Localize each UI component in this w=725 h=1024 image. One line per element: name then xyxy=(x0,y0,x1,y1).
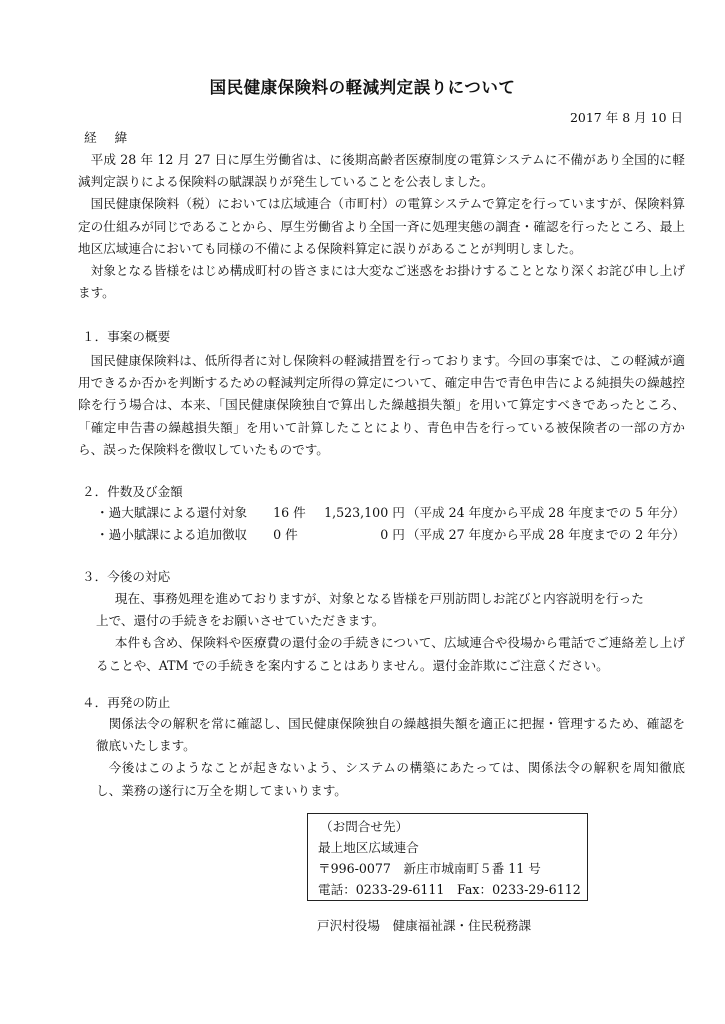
section1-body xyxy=(78,350,685,461)
section3-paragraph-1: 現在、事務処理を進めておりますが、対象となる皆様を戸別訪問しお詫びと内容説明を行った xyxy=(114,591,644,606)
section3-paragraph-1-cont: 上で、還付の手続きをお願いさせていただきます。 xyxy=(96,613,385,629)
section1-heading: １．事案の概要 xyxy=(82,329,171,344)
document-date: 2017 年 8 月 10 日 xyxy=(569,110,683,125)
section3-paragraph-2: 本件も含め、保険料や医療費の還付金の手続きについて、広域連合や役場から電話でご連絡差し上げることや、ATM での手続きを案内することはありません。還付金詐欺にご注意ください。 xyxy=(96,635,685,673)
contact-title: （お問合せ先） xyxy=(320,819,409,834)
background-section xyxy=(78,149,685,304)
additional-amount: 0 円 xyxy=(380,527,405,543)
section4-body xyxy=(96,713,685,802)
additional-count: 0 件 xyxy=(273,527,298,543)
contact-org: 最上地区広域連合 xyxy=(318,840,419,855)
footer-department: 戸沢村役場 健康福祉課・住民税務課 xyxy=(317,918,532,933)
section1-paragraph: 国民健康保険料は、低所得者に対し保険料の軽減措置を行っております。今回の事案では、この軽減が適用できるか否かを判断するための軽減判定所得の算定について、確定申告で青色申告による純損失の繰越控除を行う場合は、本来、「国民健康保険独自で算出した繰越損失額」を用いて算定すべきであったところ、「確定申告書の繰越損失額」を用いて計算したことにより、青色申告を行っている被保険者の一部の方から、誤った保険料を徴収していたものです。 xyxy=(78,353,685,457)
contact-box xyxy=(307,813,588,901)
background-paragraph-1: 平成 28 年 12 月 27 日に厚生労働省は、に後期高齢者医療制度の電算システムに不備があり全国的に軽減判定誤りによる保険料の賦課誤りが発生していることを公表しました。 xyxy=(78,152,685,190)
contact-phone: 電話：0233-29-6111 Fax：0233-29-6112 xyxy=(318,882,581,897)
section4-heading: ４．再発の防止 xyxy=(82,695,171,710)
background-paragraph-3: 対象となる皆様をはじめ構成町村の皆さまには大変なご迷惑をお掛けすることとなり深くお詫び申し上げます。 xyxy=(78,263,685,301)
page-title: 国民健康保険料の軽減判定誤りについて xyxy=(209,78,516,97)
refund-label: ・過大賦課による還付対象 xyxy=(96,505,248,520)
section3-heading: ３．今後の対応 xyxy=(82,569,171,584)
refund-amount: 1,523,100 円 xyxy=(324,505,405,520)
background-heading: 経緯 xyxy=(84,130,146,145)
section2-heading: ２．件数及び金額 xyxy=(82,484,183,499)
refund-row xyxy=(96,502,685,524)
additional-note: （平成 27 年度から平成 28 年度までの 2 年分） xyxy=(406,527,685,543)
refund-note: （平成 24 年度から平成 28 年度までの 5 年分） xyxy=(406,505,685,520)
contact-address: 〒996-0077 新庄市城南町５番 11 号 xyxy=(318,861,541,876)
additional-collection-row xyxy=(96,524,685,546)
section4-paragraph-2: 今後はこのようなことが起きないよう、システムの構築にあたっては、関係法令の解釈を周知徹底し、業務の遂行に万全を期してまいります。 xyxy=(96,760,685,798)
section2-body xyxy=(96,502,685,546)
background-paragraph-2: 国民健康保険料（税）においては広域連合（市町村）の電算システムで算定を行っていますが、保険料算定の仕組みが同じであることから、厚生労働省より全国一斉に処理実態の調査・確認を行ったところ、最上地区広域連合においても同様の不備による保険料算定に誤りがあることが判明しました。 xyxy=(78,196,685,256)
section4-paragraph-1: 関係法令の解釈を常に確認し、国民健康保険独自の繰越損失額を適正に把握・管理するため、確認を徹底いたします。 xyxy=(96,716,685,754)
section3-body xyxy=(96,588,685,677)
refund-count: 16 件 xyxy=(273,505,306,520)
additional-label: ・過小賦課による追加徴収 xyxy=(96,527,248,543)
